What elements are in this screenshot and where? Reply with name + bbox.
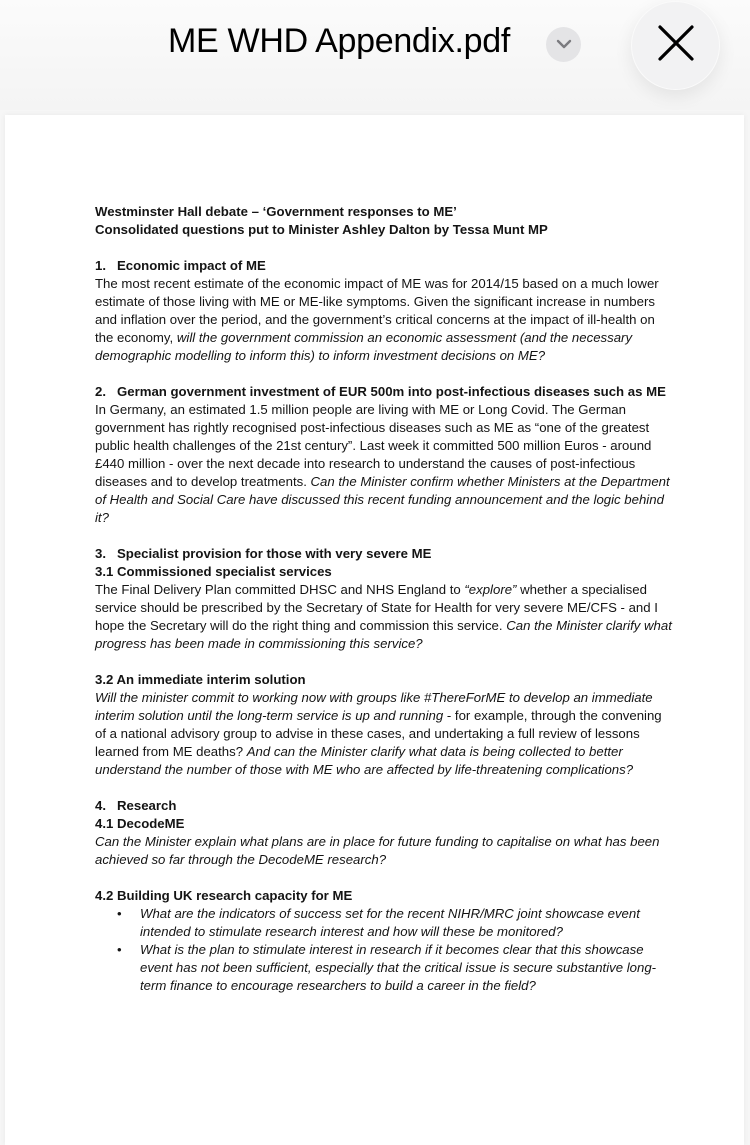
question-text: And can the Minister clarify what data is being collected to better understand the number of those with ME who are affected by life-threatening complications? [95,744,634,777]
bullet-icon: • [117,942,122,957]
list-item [95,941,675,995]
header-line-1: Westminster Hall debate – ‘Government responses to ME’ [95,204,457,219]
section-4-2 [95,887,675,995]
close-button[interactable] [631,1,720,90]
subsection-heading: 3.1 Commissioned specialist services [95,564,332,579]
section-heading [95,383,675,401]
subsection-body: Can the Minister explain what plans are in place for future funding to capitalise on what has been achieved so far through the DecodeME research? [95,834,660,867]
body-text: The most recent estimate of the economic impact of ME was for 2014/15 based on a much lower estimate of those living with ME or ME-like symptoms. Given the significant increase in numbers and inflation over the period, and the government’s critical concerns at the impact of ill-health on the economy, [95,276,659,345]
section-number: 4. [95,798,106,813]
section-number: 2. [95,384,106,399]
bullet-icon: • [117,906,122,921]
list-item-text: What is the plan to stimulate interest in research if it becomes clear that this showcase event has not been sufficient, especially that the critical issue is secure substantive long-term finance to encourage researchers to build a career in the field? [140,942,657,993]
section-title: German government investment of EUR 500m into post-infectious diseases such as ME [117,384,666,399]
viewer-toolbar [0,0,750,110]
section-title: Research [117,798,177,813]
subsection-body [95,689,675,779]
question-text: will the government commission an economic assessment (and the necessary demographic modelling to inform this) to inform investment decisions on ME? [95,330,633,363]
section-heading [95,257,675,275]
section-2 [95,383,675,527]
document-header [95,203,675,239]
list-item [95,905,675,941]
subsection-heading: 3.2 An immediate interim solution [95,672,306,687]
question-text: Can the Minister clarify what progress has been made in commissioning this service? [95,618,672,651]
list-item-text: What are the indicators of success set for the recent NIHR/MRC joint showcase event intended to stimulate research interest and how will these be monitored? [140,906,640,939]
chevron-down-icon [556,36,572,54]
body-text: whether a specialised service should be prescribed by the Secretary of State for Health for very severe ME/CFS - and I hope the Secretary will do the right thing and commission this service. [95,582,658,633]
subsection-heading: 4.1 DecodeME [95,816,185,831]
section-title: Specialist provision for those with very severe ME [117,546,432,561]
question-text: Can the Minister confirm whether Ministers at the Department of Health and Social Care have discussed this recent funding announcement and the logic behind it? [95,474,670,525]
body-text: The Final Delivery Plan committed DHSC and NHS England to [95,582,465,597]
close-icon [658,25,694,66]
section-body [95,275,675,365]
question-text: Will the minister commit to working now with groups like #ThereForME to develop an immediate interim solution until the long-term service is up and running [95,690,653,723]
section-heading [95,545,675,563]
header-line-2: Consolidated questions put to Minister Ashley Dalton by Tessa Munt MP [95,222,548,237]
subsection-body [95,581,675,653]
section-3-2 [95,671,675,779]
section-title: Economic impact of ME [117,258,266,273]
title-menu-button[interactable] [546,27,581,62]
section-3 [95,545,675,653]
section-4 [95,797,675,869]
pdf-page[interactable] [5,115,744,1145]
section-number: 1. [95,258,106,273]
quoted-text: “explore” [464,582,517,597]
section-1 [95,257,675,365]
document-title[interactable]: ME WHD Appendix.pdf [168,22,511,60]
section-number: 3. [95,546,106,561]
body-text: In Germany, an estimated 1.5 million people are living with ME or Long Covid. The German government has rightly recognised post-infectious diseases such as ME as “one of the greatest public health challenges of the 21st century”. Last week it committed 500 million Euros - around £440 million - over the next decade into research to understand the causes of post-infectious diseases and to develop treatments. [95,402,652,489]
section-body [95,401,675,527]
bullet-list [95,905,675,995]
section-heading [95,797,675,815]
body-text: - for example, through the convening of a national advisory group to advise in these cases, and undertaking a full review of lessons learned from ME deaths? [95,708,662,759]
document-content [95,203,675,1013]
subsection-heading: 4.2 Building UK research capacity for ME [95,888,353,903]
